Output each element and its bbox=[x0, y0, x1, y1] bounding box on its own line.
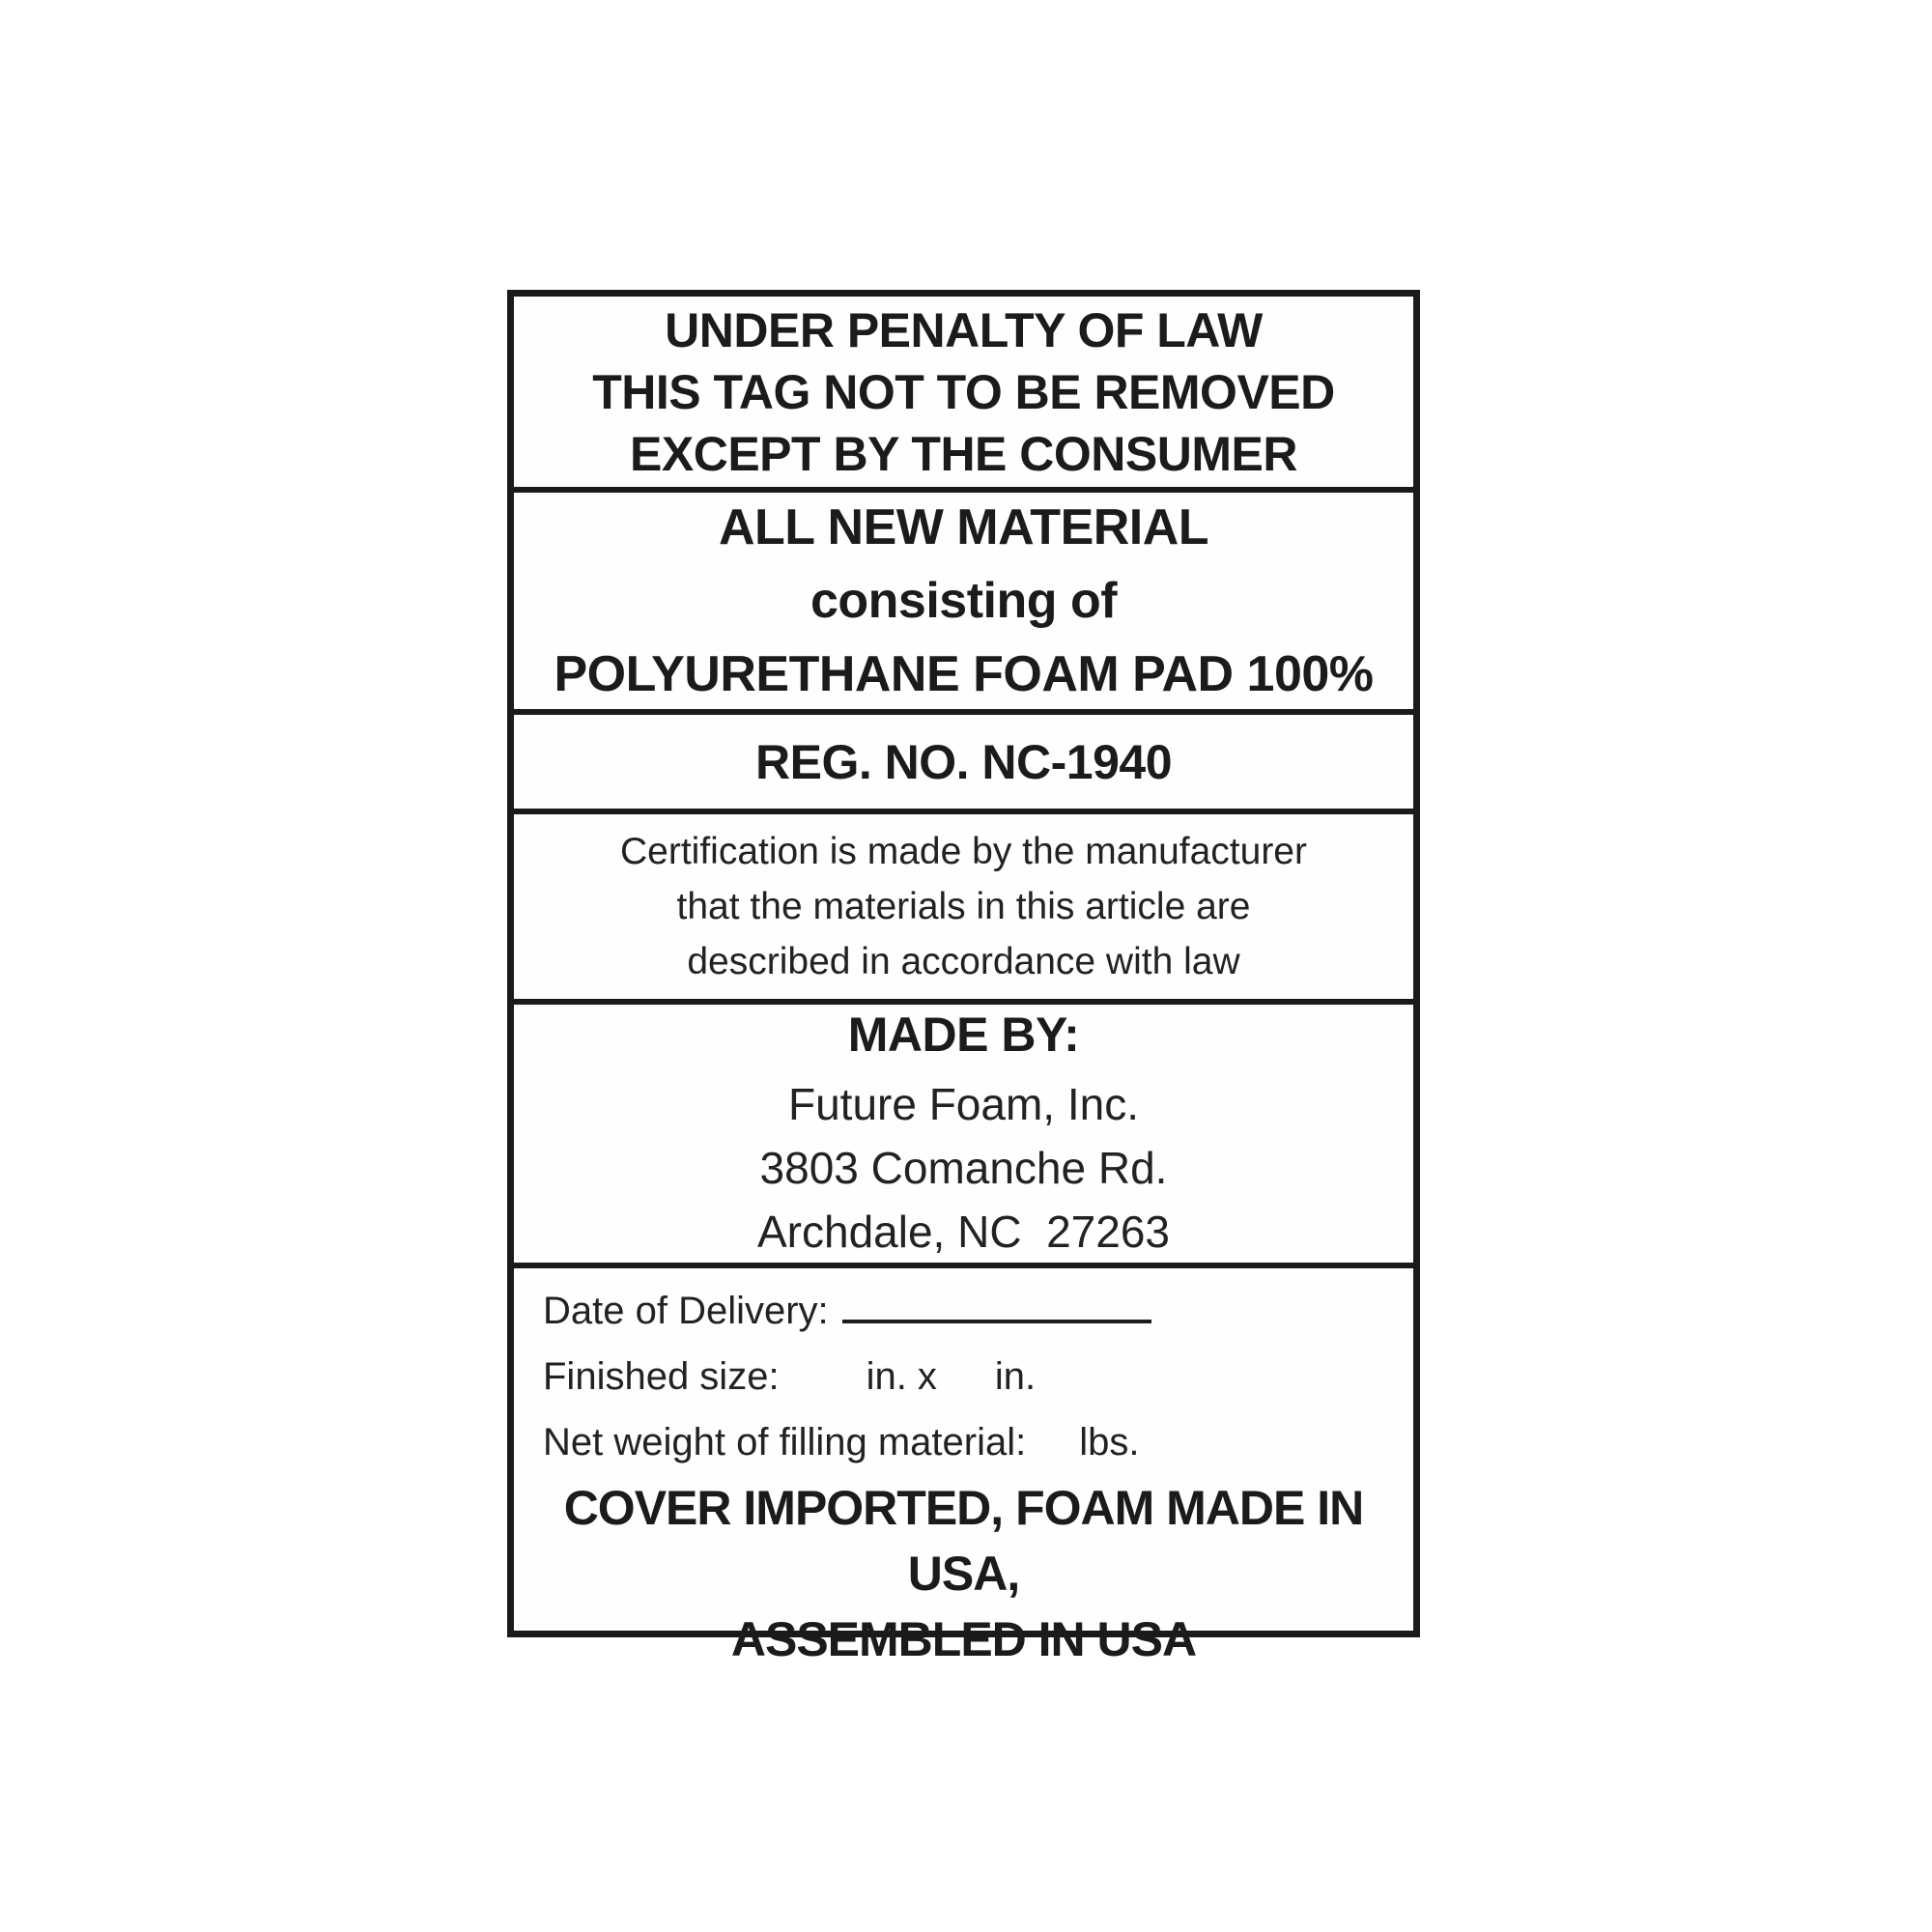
material-line: consisting of bbox=[810, 573, 1118, 629]
date-of-delivery-row bbox=[543, 1278, 1384, 1344]
manufacturer-street: 3803 Comanche Rd. bbox=[759, 1142, 1168, 1193]
penalty-line: UNDER PENALTY OF LAW bbox=[665, 302, 1263, 357]
material-contents-section bbox=[514, 493, 1413, 715]
made-by-heading: MADE BY: bbox=[847, 1007, 1080, 1062]
finished-size-unit-b: in. bbox=[994, 1355, 1037, 1398]
origin-statement-block bbox=[514, 1475, 1413, 1672]
date-of-delivery-label: Date of Delivery: bbox=[543, 1290, 829, 1332]
material-line: ALL NEW MATERIAL bbox=[718, 499, 1209, 555]
finished-size-unit-a: in. x bbox=[866, 1355, 937, 1398]
penalty-notice-section bbox=[514, 297, 1413, 493]
origin-line: ASSEMBLED IN USA bbox=[730, 1612, 1197, 1666]
certification-line: Certification is made by the manufacturer bbox=[620, 831, 1307, 872]
made-by-section bbox=[514, 1005, 1413, 1268]
registration-number: REG. NO. NC-1940 bbox=[754, 734, 1172, 789]
net-weight-row bbox=[543, 1409, 1384, 1475]
certification-section bbox=[514, 814, 1413, 1005]
net-weight-unit: lbs. bbox=[1079, 1421, 1140, 1463]
net-weight-label: Net weight of filling material: bbox=[543, 1421, 1027, 1463]
finished-size-row bbox=[543, 1344, 1384, 1409]
date-of-delivery-blank bbox=[842, 1289, 1151, 1323]
law-tag-label bbox=[507, 290, 1420, 1666]
certification-line: described in accordance with law bbox=[687, 941, 1240, 982]
delivery-details-section bbox=[514, 1268, 1413, 1666]
material-line: POLYURETHANE FOAM PAD 100% bbox=[554, 646, 1374, 702]
origin-line: COVER IMPORTED, FOAM MADE IN USA, bbox=[563, 1481, 1377, 1601]
manufacturer-city-state-zip: Archdale, NC 27263 bbox=[756, 1206, 1171, 1257]
finished-size-label: Finished size: bbox=[543, 1355, 780, 1398]
penalty-line: EXCEPT BY THE CONSUMER bbox=[630, 426, 1297, 481]
fill-in-details-block bbox=[514, 1278, 1413, 1475]
certification-line: that the materials in this article are bbox=[676, 886, 1251, 927]
manufacturer-name: Future Foam, Inc. bbox=[787, 1078, 1139, 1129]
registration-number-section bbox=[514, 715, 1413, 814]
penalty-line: THIS TAG NOT TO BE REMOVED bbox=[592, 364, 1335, 419]
